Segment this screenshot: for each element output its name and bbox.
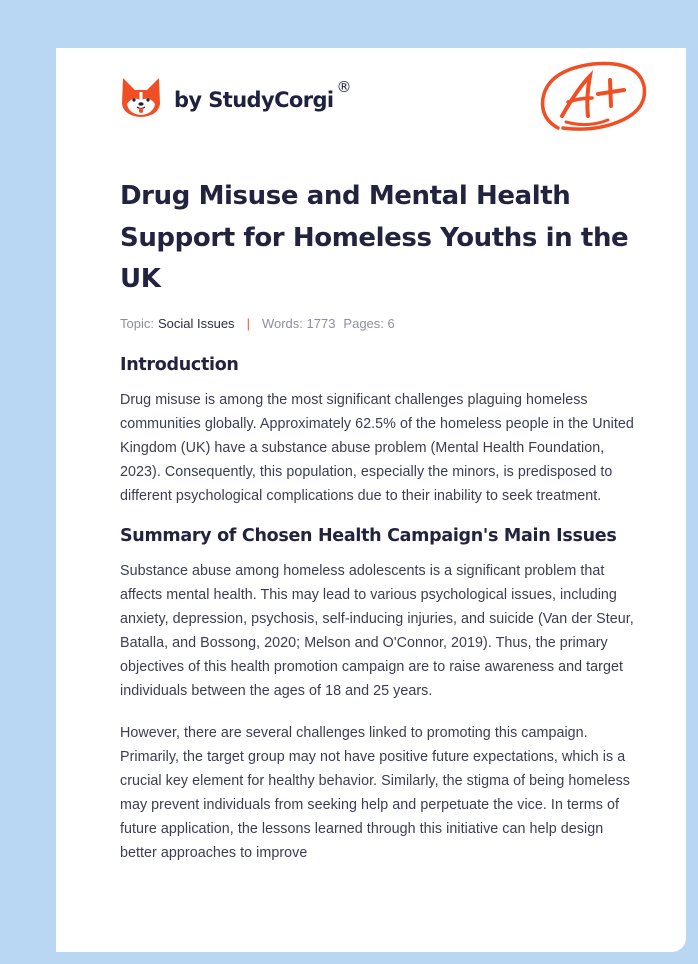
paragraph: However, there are several challenges linked to promoting this campaign. Primarily, the target group may not have positive future expectations, which is a crucial key element for healthy behavior. Similarly, the stigma of being homeless may prevent individuals from seeking help and perpetuate the vice. In terms of future application, the lessons learned through this initiative can help design better approaches to improve xyxy=(120,724,630,861)
topic-label: Topic: xyxy=(120,316,154,331)
studycorgi-logo[interactable] xyxy=(120,74,352,120)
page-header xyxy=(56,48,686,168)
paragraph: Drug misuse is among the most significant challenges plaguing homeless communities globally. Approximately 62.5% of the homeless people in the United Kingdom (UK) have a substance abuse problem (Mental Health Foundation, 2023). Consequently, this population, especially the minors, is predisposed to different psychological complications due to their inability to seek treatment. xyxy=(120,391,634,504)
topic-link[interactable]: Social Issues xyxy=(157,316,235,331)
section-heading-introduction: Introduction xyxy=(120,354,239,375)
section-heading-summary: Summary of Chosen Health Campaign's Main Issues xyxy=(120,525,617,546)
document-title: Drug Misuse and Mental Health Support for Homeless Youths in the UK xyxy=(120,181,629,294)
page-count: Pages: 6 xyxy=(343,316,395,331)
logo-text: by StudyCorgi xyxy=(174,88,334,112)
corgi-icon xyxy=(120,74,162,120)
document-content xyxy=(120,176,635,865)
paragraph: Substance abuse among homeless adolescents is a significant problem that affects mental health. This may lead to various psychological issues, including anxiety, depression, psychosis, self-inducing injuries, and suicide (Van der Steur, Batalla, and Bossong, 2020; Melson and O'Connor, 2019). Thus, the primary objectives of this health promotion campaign are to raise awareness and target individuals between the ages of 18 and 25 years. xyxy=(120,562,634,699)
document-meta xyxy=(120,315,635,333)
registered-mark: ® xyxy=(336,78,352,96)
document-card xyxy=(56,48,686,952)
word-count: Words: 1773 xyxy=(261,316,336,331)
a-plus-grade-icon xyxy=(538,58,650,138)
meta-separator: | xyxy=(246,316,250,331)
